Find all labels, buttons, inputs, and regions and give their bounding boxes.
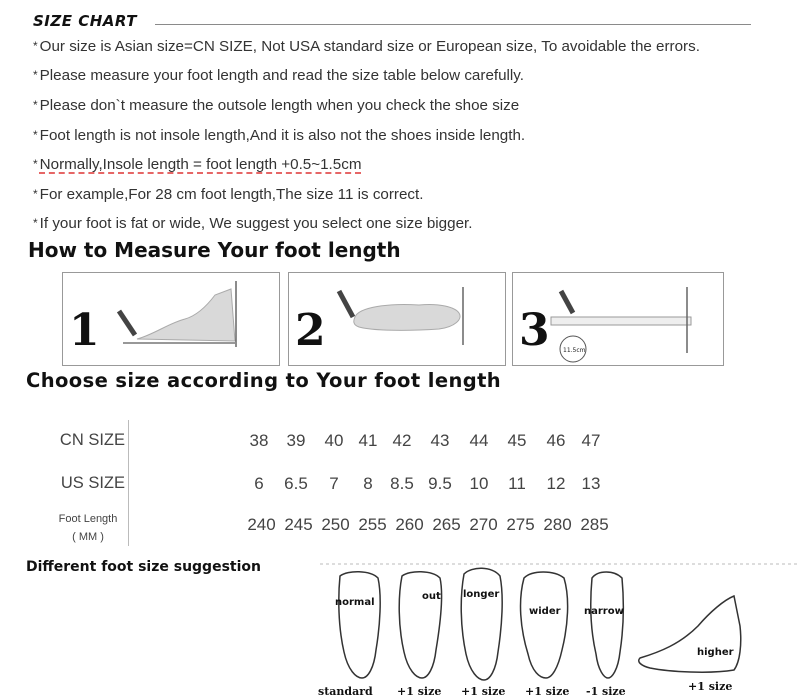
foot-icon [137, 289, 235, 341]
cn-size-value: 38 [249, 431, 269, 450]
us-size-value: 6.5 [284, 474, 308, 493]
foot-length-value: 270 [469, 515, 498, 534]
foot-size-caption: +1 size [688, 680, 733, 693]
measure-section-title: How to Measure Your foot length [28, 238, 401, 262]
foot-size-caption: -1 size [586, 685, 626, 698]
step-number: 1 [69, 305, 100, 356]
cn-size-label: CN SIZE [59, 431, 125, 449]
ruler-measurement-illustration [513, 273, 725, 367]
size-chart-title: SIZE CHART [33, 12, 138, 30]
foot-type-label: higher [697, 647, 734, 658]
step-number: 3 [519, 305, 550, 356]
foot-type-label: wider [529, 606, 561, 617]
table-divider [128, 420, 129, 546]
foot-outline-icon [521, 572, 568, 678]
foot-icon [354, 304, 460, 330]
note-item: * Please don`t measure the outsole length when you check the shoe size [33, 97, 520, 114]
us-size-value: 6 [254, 474, 264, 493]
cn-size-value: 41 [358, 431, 378, 450]
measure-step-2 [288, 272, 506, 366]
step-number: 2 [295, 305, 326, 356]
pencil-icon [119, 311, 135, 335]
foot-suggestion-panel [310, 556, 800, 698]
foot-length-value: 280 [543, 515, 572, 534]
foot-length-row [243, 515, 613, 535]
size-table-title: Choose size according to Your foot length [26, 369, 502, 392]
cn-size-value: 47 [581, 431, 601, 450]
cn-size-value: 46 [546, 431, 566, 450]
foot-size-caption: +1 size [525, 685, 570, 698]
us-size-label: US SIZE [60, 474, 125, 492]
title-divider [155, 24, 751, 25]
foot-outline-icon [339, 572, 380, 678]
us-size-value: 7 [329, 474, 339, 493]
note-item: * Please measure your foot length and read the size table below carefully. [33, 67, 524, 84]
measurement-label: 11.5cm [563, 347, 586, 354]
cn-size-value: 43 [430, 431, 450, 450]
foot-suggestion-title: Different foot size suggestion [26, 559, 261, 575]
foot-length-value: 250 [321, 515, 350, 534]
foot-type-label: normal [335, 597, 375, 608]
us-size-row [243, 474, 607, 494]
foot-top-view-illustration [289, 273, 507, 367]
note-item: * Foot length is not insole length,And it is also not the shoes inside length. [33, 127, 526, 144]
foot-outline-icon [399, 572, 441, 678]
foot-length-value: 260 [395, 515, 424, 534]
us-size-value: 12 [546, 474, 566, 493]
cn-size-value: 39 [286, 431, 306, 450]
us-size-value: 9.5 [428, 474, 452, 493]
foot-outlines-illustration [310, 556, 800, 698]
foot-on-floor-illustration [63, 273, 281, 367]
cn-size-row [243, 431, 607, 451]
measure-step-3 [512, 272, 724, 366]
us-size-value: 11 [508, 474, 526, 493]
note-item-highlighted: * Normally,Insole length = foot length +0.5~1.5cm [33, 156, 362, 173]
foot-type-label: narrow [584, 606, 624, 617]
pencil-icon [561, 291, 573, 313]
us-size-value: 8 [363, 474, 373, 493]
note-item: * If your foot is fat or wide, We suggest you select one size bigger. [33, 215, 473, 232]
foot-size-caption: standard [318, 685, 373, 698]
note-item: * For example,For 28 cm foot length,The size 11 is correct. [33, 186, 424, 203]
cn-size-value: 40 [324, 431, 344, 450]
us-size-value: 13 [581, 474, 601, 493]
ruler-icon [551, 317, 691, 325]
foot-length-value: 285 [580, 515, 609, 534]
foot-side-outline-icon [639, 596, 741, 672]
cn-size-value: 42 [392, 431, 412, 450]
foot-type-label: out [422, 591, 441, 602]
foot-size-caption: +1 size [461, 685, 506, 698]
foot-size-caption: +1 size [397, 685, 442, 698]
foot-type-label: longer [463, 589, 500, 600]
us-size-value: 8.5 [390, 474, 414, 493]
foot-length-value: 240 [247, 515, 276, 534]
foot-length-value: 265 [432, 515, 461, 534]
pencil-icon [339, 291, 353, 317]
foot-length-label: Foot Length ( MM ) [58, 513, 118, 543]
foot-outline-icon [461, 568, 502, 680]
measure-step-1 [62, 272, 280, 366]
cn-size-value: 45 [507, 431, 527, 450]
foot-outline-icon [591, 572, 624, 678]
note-item: * Our size is Asian size=CN SIZE, Not USA standard size or European size, To avoidable the errors. [33, 38, 700, 55]
foot-length-value: 255 [358, 515, 387, 534]
foot-length-value: 275 [506, 515, 535, 534]
cn-size-value: 44 [469, 431, 489, 450]
us-size-value: 10 [469, 474, 489, 493]
foot-length-value: 245 [284, 515, 313, 534]
